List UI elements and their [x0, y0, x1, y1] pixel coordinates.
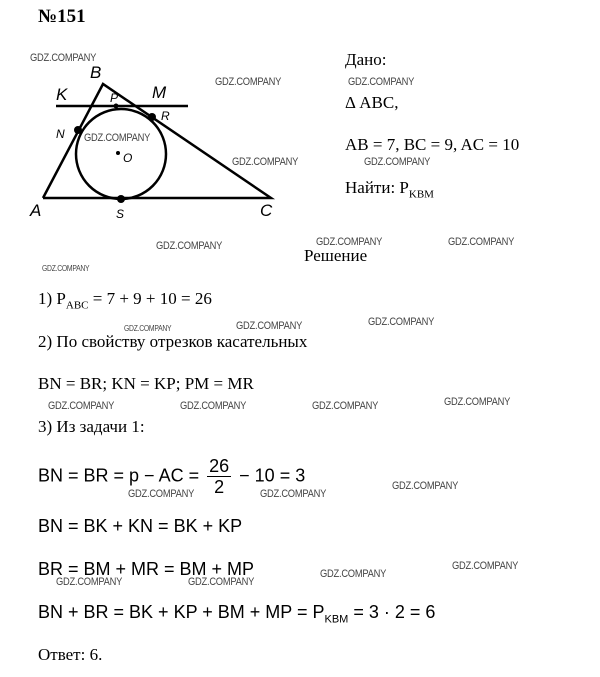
- label-b: B: [90, 63, 102, 82]
- label-n: N: [56, 127, 65, 141]
- given-heading: Дано:: [345, 50, 387, 69]
- watermark: GDZ.COMPANY: [320, 568, 387, 580]
- watermark: GDZ.COMPANY: [180, 400, 247, 412]
- watermark: GDZ.COMPANY: [56, 576, 123, 588]
- answer: Ответ: 6.: [38, 645, 103, 664]
- eq4-sub: KBM: [324, 613, 349, 626]
- watermark: GDZ.COMPANY: [260, 488, 327, 500]
- watermark: GDZ.COMPANY: [232, 156, 299, 168]
- eq4-right: = 3 · 2 = 6: [348, 602, 436, 622]
- step1-rest: = 7 + 9 + 10 = 26: [88, 289, 212, 308]
- watermark: GDZ.COMPANY: [236, 320, 303, 332]
- watermark: GDZ.COMPANY: [188, 576, 255, 588]
- eq1-right: − 10 = 3: [239, 465, 306, 486]
- watermark: GDZ.COMPANY: [444, 396, 511, 408]
- fraction-denominator: 2: [214, 477, 225, 497]
- watermark: GDZ.COMPANY: [392, 480, 459, 492]
- watermark: GDZ.COMPANY: [156, 240, 223, 252]
- watermark: GDZ.COMPANY: [215, 76, 282, 88]
- watermark: GDZ.COMPANY: [348, 76, 415, 88]
- label-c: C: [260, 201, 273, 220]
- label-k: K: [56, 85, 68, 104]
- watermark: GDZ.COMPANY: [312, 400, 379, 412]
- equation-4: [38, 602, 435, 626]
- point-r: [148, 113, 156, 121]
- watermark: GDZ.COMPANY: [124, 324, 172, 333]
- watermark: GDZ.COMPANY: [30, 52, 97, 64]
- step-2: 2) По свойству отрезков касательных: [38, 332, 308, 351]
- find-sub: KBM: [408, 188, 434, 201]
- watermark: GDZ.COMPANY: [42, 264, 90, 273]
- equation-3: BR = BM + MR = BM + MP: [38, 559, 255, 579]
- step1-prefix: 1) P: [38, 289, 66, 308]
- watermark: GDZ.COMPANY: [364, 156, 431, 168]
- step1-sub: ABC: [65, 299, 89, 312]
- eq1-left: BN = BR = p − AC =: [38, 465, 200, 486]
- equation-2: BN = BK + KN = BK + KP: [38, 516, 243, 536]
- watermark: GDZ.COMPANY: [128, 488, 195, 500]
- label-m: M: [152, 83, 167, 102]
- fraction-numerator: 26: [209, 456, 230, 476]
- find-prefix: Найти: P: [345, 178, 409, 197]
- watermark: GDZ.COMPANY: [448, 236, 515, 248]
- inscribed-circle: [76, 109, 166, 199]
- eq4-left: BN + BR = BK + KP + BM + MP = P: [38, 602, 325, 622]
- given-sides: AB = 7, BC = 9, AC = 10: [345, 135, 520, 154]
- label-o: O: [123, 151, 133, 165]
- watermark: GDZ.COMPANY: [452, 560, 519, 572]
- find-target: [345, 178, 434, 200]
- problem-number: №151: [38, 6, 86, 27]
- tangent-equalities: BN = BR; KN = KP; PM = MR: [38, 374, 254, 393]
- step-3: 3) Из задачи 1:: [38, 417, 145, 436]
- watermark: GDZ.COMPANY: [84, 132, 151, 144]
- point-n: [74, 126, 82, 134]
- label-r: R: [161, 109, 170, 123]
- label-s: S: [116, 207, 125, 221]
- point-s: [117, 195, 125, 203]
- solution-heading: Решение: [304, 246, 368, 265]
- label-a: A: [30, 201, 42, 220]
- point-o: [116, 151, 120, 155]
- step-1: [38, 289, 212, 311]
- watermark: GDZ.COMPANY: [316, 236, 383, 248]
- watermark: GDZ.COMPANY: [368, 316, 435, 328]
- fraction: [207, 456, 231, 497]
- watermark: GDZ.COMPANY: [48, 400, 115, 412]
- given-triangle: Δ ABC,: [345, 93, 399, 112]
- label-p: P: [110, 91, 119, 105]
